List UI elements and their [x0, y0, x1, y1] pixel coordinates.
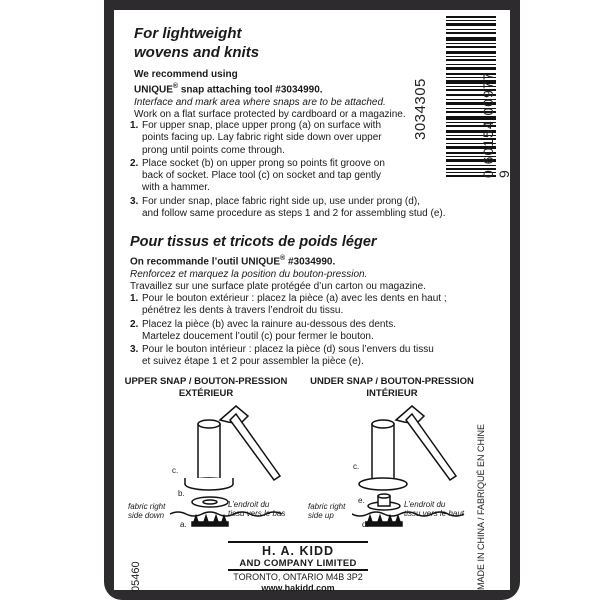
upper-label-a: a.: [180, 520, 187, 529]
french-steps: [130, 293, 447, 369]
french-recommend: On recommande l’outil UNIQUE® #3034990. Renforcez et marquez la position du bouton-pression. Travaillez sur une surface plate protégée d’un carton ou magazine.: [130, 255, 426, 292]
french-step-1: 1. Pour le bouton extérieur : placez la pièce (a) avec les dents en haut ; pénétrez les dents à travers l’endroit du tissu.: [130, 293, 447, 317]
english-heading: For lightweight wovens and knits: [134, 25, 260, 61]
item-code: 05460: [130, 561, 142, 592]
stud-icon: [368, 494, 400, 510]
under-snap-title: UNDER SNAP / BOUTON-PRESSION INTÉRIEUR: [310, 376, 474, 399]
company-name: H. A. KIDD: [261, 544, 335, 558]
english-step-1: 1. For upper snap, place upper prong (a) on surface with points facing up. Lay fabric right side down over upper prong until points come through.: [130, 120, 382, 156]
upper-fabric-left: fabric right side down: [128, 502, 166, 520]
prong-icon: [366, 516, 402, 526]
upper-label-b: b.: [178, 489, 185, 498]
company-subtitle: AND COMPANY LIMITED: [239, 558, 357, 569]
upper-label-c: c.: [172, 466, 179, 475]
upper-snap-title: UPPER SNAP / BOUTON-PRESSION EXTÉRIEUR: [124, 376, 288, 399]
under-label-e: e.: [358, 496, 365, 505]
upc-digits: 0 60154 00977 9: [480, 71, 512, 178]
under-fabric-left: fabric right side up: [308, 502, 346, 520]
english-step-2: 2. Place socket (b) on upper prong so points fit groove on back of socket. Place tool (c) on socket and tap gently with a hammer.: [130, 157, 385, 194]
french-step-3: 3. Pour le bouton intérieur : placez la pièce (d) sous l’envers du tissu et suivez étape 1 et 2 pour assembler la pièce (e).: [130, 344, 434, 368]
prong-icon: [192, 516, 228, 526]
made-in-label: MADE IN CHINA / FABRIQUÉ EN CHINE: [476, 423, 486, 590]
under-label-d: d.: [362, 520, 369, 529]
logo-rule-bottom: [228, 569, 368, 571]
logo-rule-top: [228, 541, 368, 543]
french-step-2: 2. Placez la pièce (b) avec la rainure au-dessous des dents. Martelez doucement l’outil (c) pour fermer le bouton.: [130, 318, 397, 342]
tool-icon: [185, 420, 233, 490]
under-fabric-right: L’endroit du tissu vers le haut: [404, 500, 465, 518]
english-recommend: We recommend using UNIQUE® snap attaching tool #3034990. Interface and mark area where snaps are to be attached. Work on a flat surface protected by cardboard or a magazine.: [134, 69, 406, 121]
tool-icon: [359, 420, 407, 490]
upper-fabric-right: L’endroit du tissu vers le bas: [228, 500, 286, 518]
french-heading: Pour tissus et tricots de poids léger: [130, 234, 377, 250]
company-website: www.hakidd.com: [261, 583, 335, 593]
under-label-c: c.: [353, 462, 360, 471]
hammer-icon: [220, 406, 280, 480]
english-step-3: 3. For under snap, place fabric right side up, use under prong (d), and follow same procedure as steps 1 and 2 for assembling stud (e).: [130, 195, 446, 220]
socket-icon: [192, 497, 228, 507]
product-number: 3034305: [412, 78, 429, 140]
hammer-icon: [396, 406, 456, 480]
company-address: TORONTO, ONTARIO M4B 3P2: [233, 572, 363, 582]
